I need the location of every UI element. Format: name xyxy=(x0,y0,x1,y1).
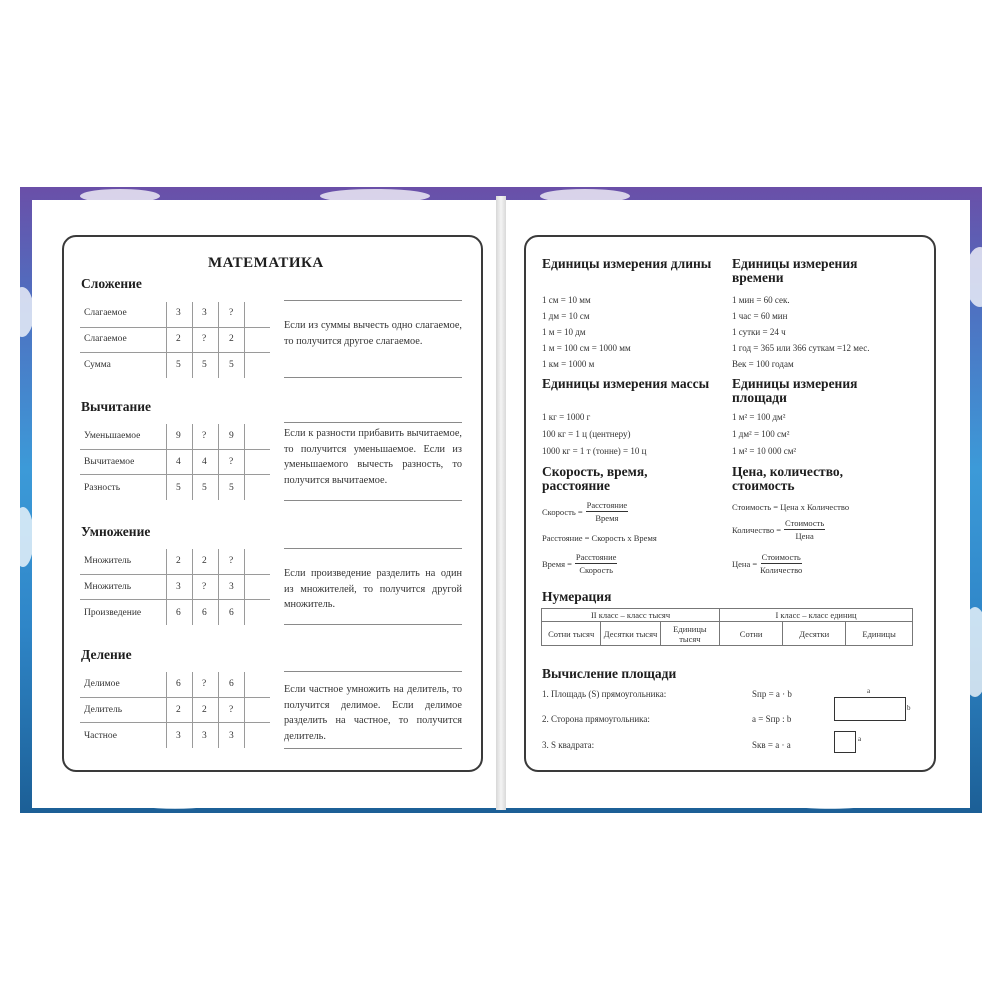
table-cell: 3 xyxy=(176,731,181,741)
table-cell: Делитель xyxy=(84,705,123,715)
section-title-addition: Сложение xyxy=(81,276,142,291)
section-title-subtraction: Вычитание xyxy=(81,399,152,414)
time-line: 1 год = 365 или 366 суткам =12 мес. xyxy=(732,343,870,353)
table-cell: ? xyxy=(202,334,207,344)
table-cell: ? xyxy=(202,431,207,441)
section-title-price: Цена, количество, стоимость xyxy=(732,464,844,493)
formula-price: Цена = Стоимость Количество xyxy=(732,552,803,575)
table-cell: 3 xyxy=(176,582,181,592)
table-cell: 4 xyxy=(202,457,207,467)
class-units-header: I класс – класс единиц xyxy=(720,609,913,622)
length-line: 1 км = 1000 м xyxy=(542,359,595,369)
column-header: Десятки xyxy=(783,622,846,646)
table-cell: Разность xyxy=(84,483,121,493)
section-title-multiplication: Умножение xyxy=(81,524,151,539)
rectangle-diagram xyxy=(834,697,906,721)
table-cell: 6 xyxy=(229,608,234,618)
cover-pattern xyxy=(10,287,34,337)
section-title-area-units: Единицы измерения площади xyxy=(732,376,858,405)
section-title-mass: Единицы измерения массы xyxy=(542,376,710,391)
page-title: МАТЕМАТИКА xyxy=(208,255,324,271)
rule-text-subtraction: Если к разности прибавить вычитаемое, то получится уменьшаемое. Если из уменьшаемого вычесть разность, то получится вычитаемое. xyxy=(284,428,462,486)
table-cell: 3 xyxy=(229,582,234,592)
table-cell: 2 xyxy=(176,334,181,344)
length-line: 1 м = 100 см = 1000 мм xyxy=(542,343,631,353)
cover-pattern xyxy=(12,507,34,567)
rule-text-multiplication: Если произведение разделить на один из множителей, то получится другой множитель. xyxy=(284,568,462,610)
table-cell: 2 xyxy=(176,705,181,715)
table-cell: ? xyxy=(202,679,207,689)
section-title-numeration: Нумерация xyxy=(542,589,612,604)
side-b-label: b xyxy=(907,704,911,712)
table-cell: 3 xyxy=(176,308,181,318)
table-cell: 3 xyxy=(202,308,207,318)
table-cell: 3 xyxy=(229,731,234,741)
table-cell: Слагаемое xyxy=(84,308,127,318)
table-cell: Делимое xyxy=(84,679,120,689)
time-line: 1 сутки = 24 ч xyxy=(732,327,786,337)
table-cell: 5 xyxy=(176,483,181,493)
table-cell: 5 xyxy=(176,360,181,370)
table-cell: Вычитаемое xyxy=(84,457,135,467)
area-unit-line: 1 дм² = 100 см² xyxy=(732,429,790,439)
notebook-spine xyxy=(496,196,506,810)
table-cell: 2 xyxy=(202,556,207,566)
time-line: 1 мин = 60 сек. xyxy=(732,295,790,305)
mass-line: 1000 кг = 1 т (тонне) = 10 ц xyxy=(542,446,647,456)
area-calc-formula: a = Sпр : b xyxy=(752,714,792,724)
formula-cost: Стоимость = Цена х Количество xyxy=(732,502,850,512)
time-line: Век = 100 годам xyxy=(732,359,794,369)
table-cell: Множитель xyxy=(84,582,132,592)
table-cell: ? xyxy=(202,582,207,592)
formula-quantity: Количество = Стоимость Цена xyxy=(732,518,825,541)
mass-line: 100 кг = 1 ц (центнеру) xyxy=(542,429,631,439)
table-cell: Слагаемое xyxy=(84,334,127,344)
length-line: 1 м = 10 дм xyxy=(542,327,586,337)
table-cell: 5 xyxy=(229,483,234,493)
section-title-time: Единицы измерения времени xyxy=(732,256,858,285)
section-title-length: Единицы измерения длины xyxy=(542,256,712,271)
rule-text-division: Если частное умножить на делитель, то получится делимое. Если делимое разделить на частное, то получится делитель. xyxy=(284,684,462,742)
section-title-division: Деление xyxy=(81,647,132,662)
column-header: Сотни xyxy=(720,622,783,646)
column-header: Десятки тысяч xyxy=(601,622,660,646)
table-cell: 2 xyxy=(176,556,181,566)
area-calc-label: 3. S квадрата: xyxy=(542,740,595,750)
formula-distance: Расстояние = Скорость х Время xyxy=(542,533,657,543)
table-cell: Множитель xyxy=(84,556,132,566)
table-cell: ? xyxy=(229,308,234,318)
table-cell: 4 xyxy=(176,457,181,467)
section-title-speed: Скорость, время, расстояние xyxy=(542,464,648,493)
table-cell: Сумма xyxy=(84,360,111,370)
table-cell: 6 xyxy=(202,608,207,618)
column-header: Единицы xyxy=(846,622,913,646)
area-calc-label: 1. Площадь (S) прямоугольника: xyxy=(542,689,667,699)
column-header: Сотни тысяч xyxy=(542,622,601,646)
section-title-area-calc: Вычисление площади xyxy=(542,666,677,681)
length-line: 1 см = 10 мм xyxy=(542,295,591,305)
table-cell: ? xyxy=(229,457,234,467)
square-side-label: a xyxy=(858,735,862,743)
table-cell: 5 xyxy=(202,360,207,370)
square-diagram xyxy=(834,731,856,753)
area-calc-formula: Sпр = a · b xyxy=(752,689,792,699)
table-cell: Частное xyxy=(84,731,117,741)
time-line: 1 час = 60 мин xyxy=(732,311,788,321)
table-cell: 6 xyxy=(176,608,181,618)
table-cell: 2 xyxy=(229,334,234,344)
numeration-table xyxy=(541,608,913,646)
table-cell: 9 xyxy=(229,431,234,441)
table-cell: 2 xyxy=(202,705,207,715)
column-header: Единицы тысяч xyxy=(660,622,719,646)
table-cell: 9 xyxy=(176,431,181,441)
table-cell: ? xyxy=(229,705,234,715)
formula-time: Время = Расстояние Скорость xyxy=(542,552,617,575)
table-cell: Уменьшаемое xyxy=(84,431,141,441)
area-unit-line: 1 м² = 10 000 см² xyxy=(732,446,797,456)
table-cell: 3 xyxy=(202,731,207,741)
area-calc-label: 2. Сторона прямоугольника: xyxy=(542,714,650,724)
table-cell: 6 xyxy=(229,679,234,689)
length-line: 1 дм = 10 см xyxy=(542,311,590,321)
table-cell: 5 xyxy=(202,483,207,493)
area-calc-formula: Sкв = a · a xyxy=(752,740,791,750)
table-cell: ? xyxy=(229,556,234,566)
table-cell: Произведение xyxy=(84,608,142,618)
table-cell: 6 xyxy=(176,679,181,689)
side-a-label: a xyxy=(867,687,871,695)
area-unit-line: 1 м² = 100 дм² xyxy=(732,412,786,422)
formula-speed: Скорость = Расстояние Время xyxy=(542,500,628,523)
mass-line: 1 кг = 1000 г xyxy=(542,412,591,422)
rule-text-addition: Если из суммы вычесть одно слагаемое, то получится другое слагаемое. xyxy=(284,320,462,347)
class-thousands-header: II класс – класс тысяч xyxy=(542,609,720,622)
table-cell: 5 xyxy=(229,360,234,370)
